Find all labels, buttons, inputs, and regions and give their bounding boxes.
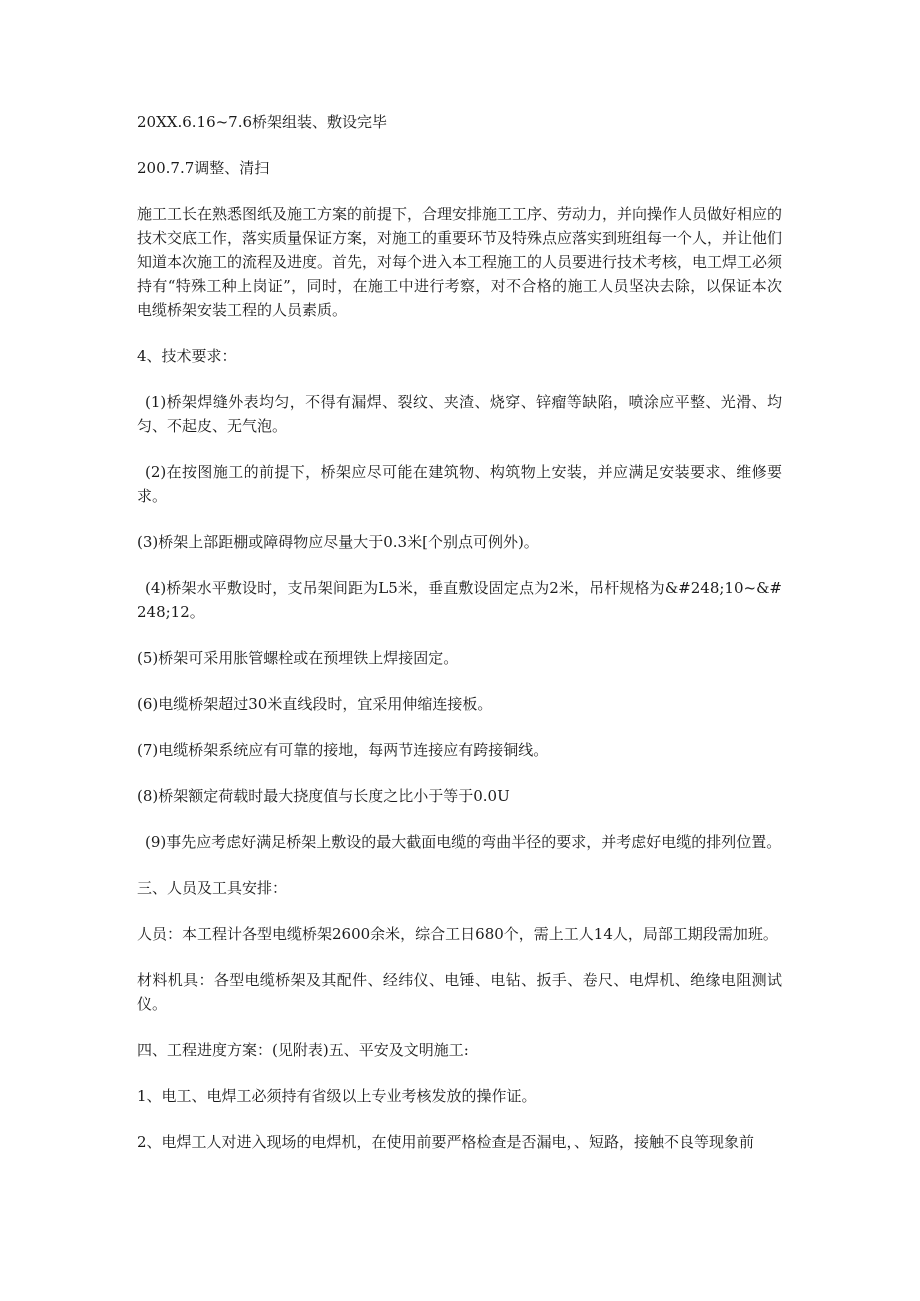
schedule-line-assembly: 20XX.6.16~7.6桥架组装、敷设完毕 <box>137 113 388 131</box>
staffing-equipment: 材料机具：各型电缆桥架及其配件、经纬仪、电锤、电钻、扳手、卷尺、电焊机、绝缘电阻测试仪。 <box>137 971 782 1013</box>
safety-item-1: 1、电工、电焊工必须持有省级以上专业考核发放的操作证。 <box>137 1087 537 1105</box>
requirement-item-1: (1)桥架焊缝外表均匀，不得有漏焊、裂纹、夹渣、烧穿、锌瘤等缺陷，喷涂应平整、光滑、均匀、不起皮、无气泡。 <box>137 393 782 435</box>
foreman-paragraph: 施工工长在熟悉图纸及施工方案的前提下，合理安排施工工序、劳动力，并向操作人员做好相应的技术交底工作，落实质量保证方案，对施工的重要环节及特殊点应落实到班组每一个人，并让他们知道本次施工的流程及进度。首先，对每个进入本工程施工的人员要进行技术考核，电工焊工必须持有“特殊工种上岗证”，同时，在施工中进行考察，对不合格的施工人员坚决去除，以保证本次电缆桥架安装工程的人员素质。 <box>137 205 783 319</box>
staffing-personnel: 人员：本工程计各型电缆桥架2600余米，综合工日680个，需上工人14人，局部工期段需加班。 <box>137 925 778 943</box>
section-heading-staffing: 三、人员及工具安排： <box>137 879 288 897</box>
requirement-item-6: (6)电缆桥架超过30米直线段时，宜采用伸缩连接板。 <box>137 695 493 713</box>
requirement-item-9: (9)事先应考虑好满足桥架上敷设的最大截面电缆的弯曲半径的要求，并考虑好电缆的排列位置。 <box>145 833 782 851</box>
requirement-item-7: (7)电缆桥架系统应有可靠的接地，每两节连接应有跨接铜线。 <box>137 741 549 759</box>
requirement-item-2: (2)在按图施工的前提下，桥架应尽可能在建筑物、构筑物上安装，并应满足安装要求、维修要求。 <box>137 463 782 505</box>
section-heading-tech-requirements: 4、技术要求： <box>137 347 237 365</box>
requirement-item-4: (4)桥架水平敷设时，支吊架间距为L5米，垂直敷设固定点为2米，吊杆规格为&#248;10~&#248;12。 <box>137 579 782 621</box>
requirement-item-5: (5)桥架可采用胀管螺栓或在预埋铁上焊接固定。 <box>137 649 459 667</box>
safety-item-2: 2、电焊工人对进入现场的电焊机，在使用前要严格检查是否漏电，、短路，接触不良等现象前 <box>137 1133 755 1151</box>
schedule-line-cleanup: 200.7.7调整、清扫 <box>137 159 270 177</box>
requirement-item-3: (3)桥架上部距棚或障碍物应尽量大于0.3米[个别点可例外)。 <box>137 533 539 551</box>
requirement-item-8: (8)桥架额定荷载时最大挠度值与长度之比小于等于0.0U <box>137 787 510 805</box>
document-body <box>137 110 782 1176</box>
section-heading-progress-safety: 四、工程进度方案：(见附表)五、平安及文明施工: <box>137 1041 469 1059</box>
